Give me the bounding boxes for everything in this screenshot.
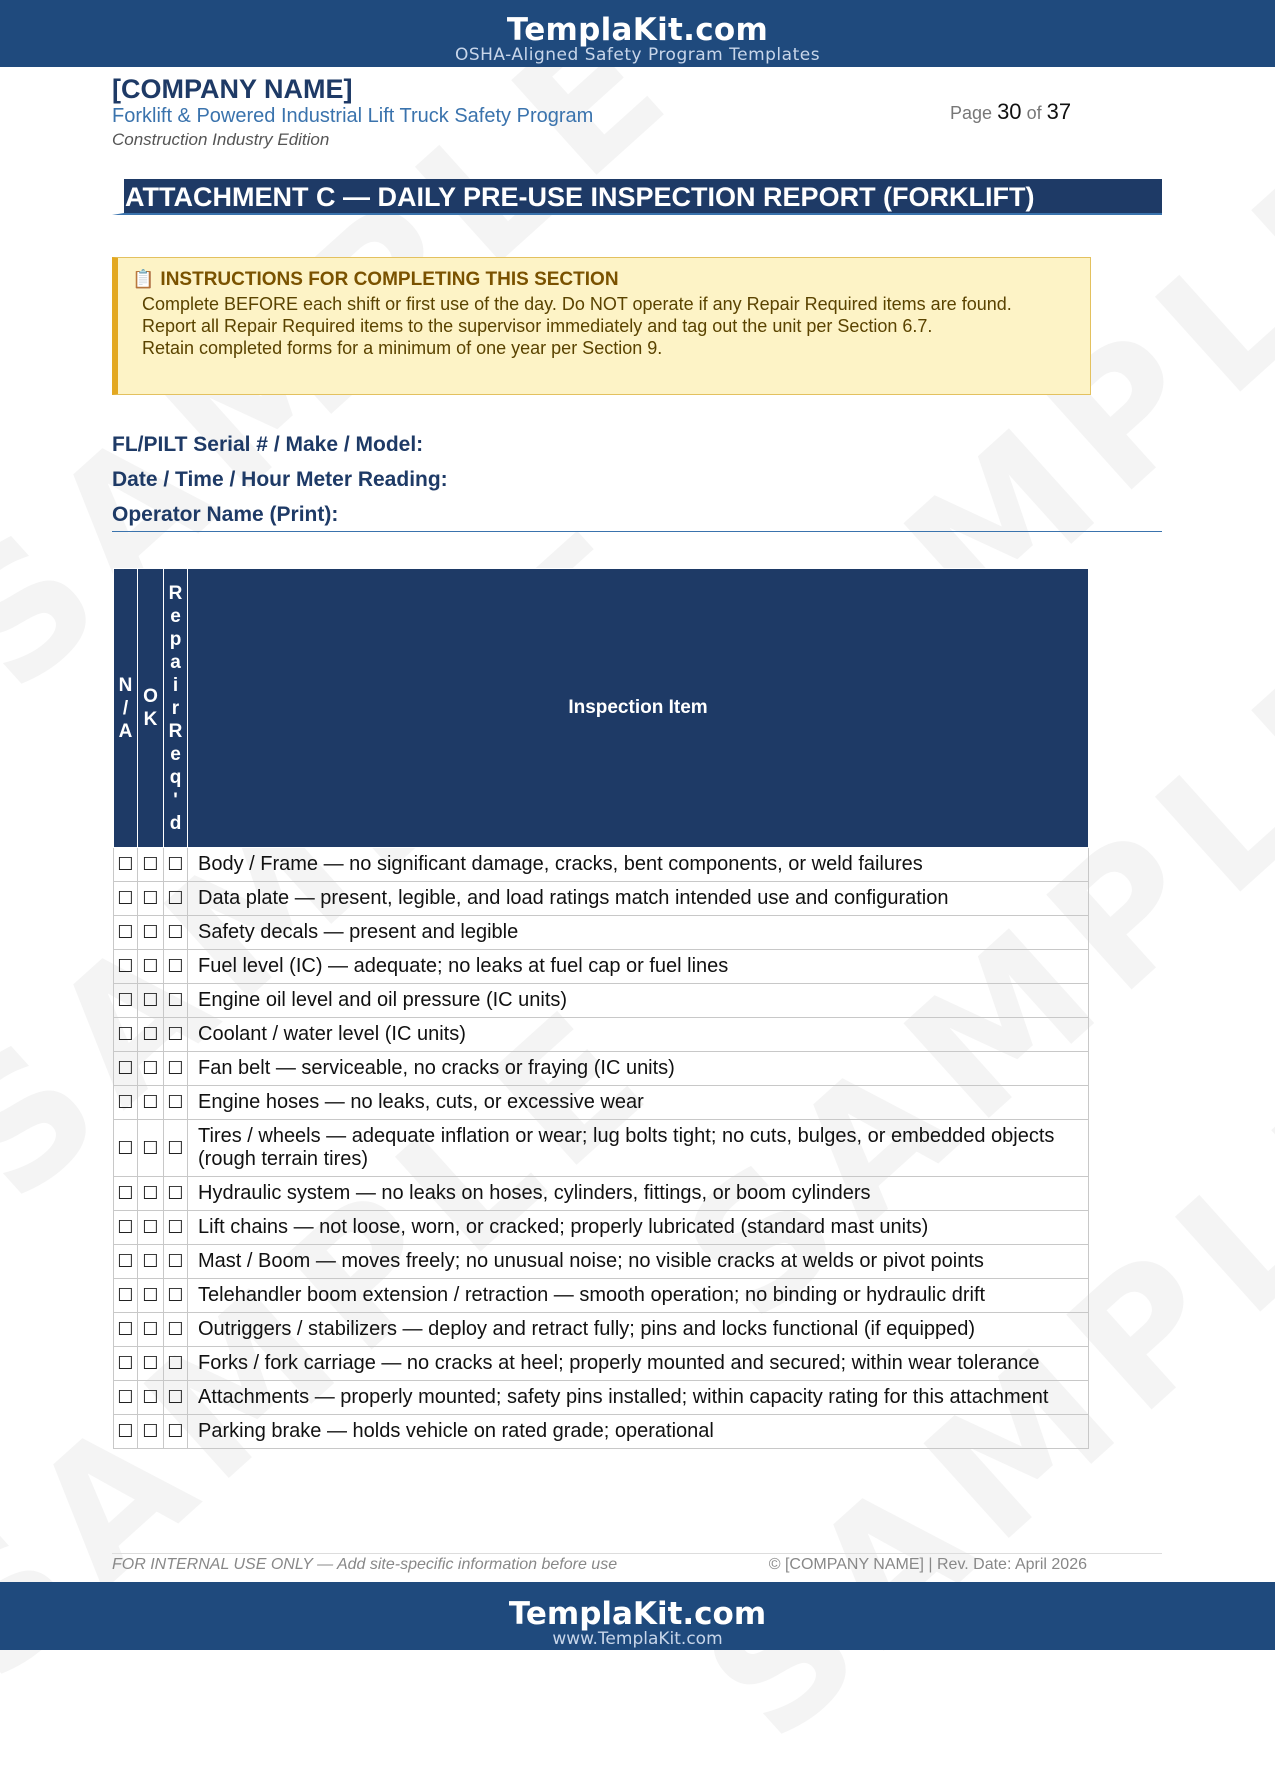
clipboard-icon: 📋 bbox=[132, 269, 155, 289]
na-checkbox[interactable]: ☐ bbox=[114, 1313, 138, 1347]
ok-checkbox[interactable]: ☐ bbox=[138, 984, 164, 1018]
header-char: R bbox=[168, 720, 183, 742]
inspection-item: Safety decals — present and legible bbox=[188, 916, 1089, 950]
ok-checkbox[interactable]: ☐ bbox=[138, 848, 164, 882]
instructions-heading-text: INSTRUCTIONS FOR COMPLETING THIS SECTION bbox=[160, 269, 619, 290]
bottom-banner bbox=[0, 1582, 1275, 1650]
inspection-item: Engine hoses — no leaks, cuts, or excessive wear bbox=[188, 1086, 1089, 1120]
inspection-item: Data plate — present, legible, and load ratings match intended use and configuration bbox=[188, 882, 1089, 916]
table-row bbox=[114, 1052, 1089, 1086]
na-checkbox[interactable]: ☐ bbox=[114, 1018, 138, 1052]
ok-checkbox[interactable]: ☐ bbox=[138, 1177, 164, 1211]
ok-checkbox[interactable]: ☐ bbox=[138, 882, 164, 916]
instructions-box bbox=[112, 257, 1091, 395]
inspection-item: Mast / Boom — moves freely; no unusual noise; no visible cracks at welds or pivot points bbox=[188, 1245, 1089, 1279]
table-row bbox=[114, 984, 1089, 1018]
instructions-heading bbox=[132, 269, 1076, 291]
page-total: 37 bbox=[1046, 99, 1072, 124]
inspection-item: Telehandler boom extension / retraction — smooth operation; no binding or hydraulic drift bbox=[188, 1279, 1089, 1313]
header-char: a bbox=[170, 651, 181, 673]
table-row bbox=[114, 1381, 1089, 1415]
table-row bbox=[114, 1313, 1089, 1347]
instruction-line: Report all Repair Required items to the supervisor immediately and tag out the unit per Section 6.7. bbox=[142, 316, 933, 336]
ok-checkbox[interactable]: ☐ bbox=[138, 950, 164, 984]
na-checkbox[interactable]: ☐ bbox=[114, 1177, 138, 1211]
ok-checkbox[interactable]: ☐ bbox=[138, 1211, 164, 1245]
header-char: R bbox=[168, 582, 183, 604]
company-name: [COMPANY NAME] bbox=[112, 74, 353, 104]
date-field-label[interactable]: Date / Time / Hour Meter Reading: bbox=[112, 468, 448, 491]
repair-checkbox[interactable]: ☐ bbox=[164, 882, 188, 916]
inspection-item: Parking brake — holds vehicle on rated grade; operational bbox=[188, 1415, 1089, 1449]
brand-title: TemplaKit.com bbox=[506, 12, 769, 48]
table-row bbox=[114, 1279, 1089, 1313]
inspection-checklist bbox=[113, 568, 1089, 1449]
instruction-line: Complete BEFORE each shift or first use of the day. Do NOT operate if any Repair Required items are found. bbox=[142, 294, 1012, 314]
inspection-item: Body / Frame — no significant damage, cracks, bent components, or weld failures bbox=[188, 848, 1089, 882]
field-divider bbox=[112, 531, 1162, 532]
inspection-item: Attachments — properly mounted; safety pins installed; within capacity rating for this attachment bbox=[188, 1381, 1089, 1415]
page-of: of bbox=[1026, 103, 1042, 123]
na-checkbox[interactable]: ☐ bbox=[114, 916, 138, 950]
inspection-item: Coolant / water level (IC units) bbox=[188, 1018, 1089, 1052]
inspection-item: Fan belt — serviceable, no cracks or fraying (IC units) bbox=[188, 1052, 1089, 1086]
top-banner bbox=[0, 0, 1275, 67]
table-row bbox=[114, 882, 1089, 916]
table-row bbox=[114, 1120, 1089, 1177]
table-row bbox=[114, 848, 1089, 882]
ok-checkbox[interactable]: ☐ bbox=[138, 1415, 164, 1449]
ok-checkbox[interactable]: ☐ bbox=[138, 1313, 164, 1347]
instruction-line: Retain completed forms for a minimum of one year per Section 9. bbox=[142, 338, 663, 358]
table-row bbox=[114, 1347, 1089, 1381]
table-row bbox=[114, 1211, 1089, 1245]
repair-checkbox[interactable]: ☐ bbox=[164, 1086, 188, 1120]
ok-checkbox[interactable]: ☐ bbox=[138, 916, 164, 950]
footer-brand: TemplaKit.com bbox=[508, 1596, 767, 1632]
inspection-item: Lift chains — not loose, worn, or cracked; properly lubricated (standard mast units) bbox=[188, 1211, 1089, 1245]
header-char: r bbox=[171, 697, 180, 719]
header-char: q bbox=[169, 766, 182, 788]
ok-checkbox[interactable]: ☐ bbox=[138, 1018, 164, 1052]
repair-checkbox[interactable]: ☐ bbox=[164, 1052, 188, 1086]
table-row bbox=[114, 950, 1089, 984]
repair-checkbox[interactable]: ☐ bbox=[164, 1381, 188, 1415]
header-char: i bbox=[172, 674, 179, 696]
na-checkbox[interactable]: ☐ bbox=[114, 848, 138, 882]
footer-divider bbox=[112, 1553, 1162, 1554]
header-char: O bbox=[143, 686, 158, 707]
edition-label: Construction Industry Edition bbox=[112, 130, 330, 149]
footer-url[interactable]: www.TemplaKit.com bbox=[552, 1629, 723, 1649]
na-checkbox[interactable]: ☐ bbox=[114, 984, 138, 1018]
header-char: / bbox=[122, 697, 129, 719]
table-row bbox=[114, 1415, 1089, 1449]
brand-tagline: OSHA-Aligned Safety Program Templates bbox=[454, 45, 821, 65]
na-checkbox[interactable]: ☐ bbox=[114, 1052, 138, 1086]
repair-checkbox[interactable]: ☐ bbox=[164, 1211, 188, 1245]
inspection-item: Forks / fork carriage — no cracks at heel; properly mounted and secured; within wear tolerance bbox=[188, 1347, 1089, 1381]
inspection-item: Tires / wheels — adequate inflation or wear; lug bolts tight; no cuts, bulges, or embedded objects (rough terrain tires) bbox=[188, 1120, 1089, 1177]
na-checkbox[interactable]: ☐ bbox=[114, 1211, 138, 1245]
na-checkbox[interactable]: ☐ bbox=[114, 882, 138, 916]
operator-field-label[interactable]: Operator Name (Print): bbox=[112, 503, 339, 526]
na-checkbox[interactable]: ☐ bbox=[114, 1381, 138, 1415]
header-char: K bbox=[143, 709, 158, 730]
header-char: e bbox=[170, 605, 181, 627]
ok-checkbox[interactable]: ☐ bbox=[138, 1347, 164, 1381]
table-row bbox=[114, 916, 1089, 950]
repair-checkbox[interactable]: ☐ bbox=[164, 1279, 188, 1313]
inspection-item: Outriggers / stabilizers — deploy and retract fully; pins and locks functional (if equipped) bbox=[188, 1313, 1089, 1347]
ok-checkbox[interactable]: ☐ bbox=[138, 1052, 164, 1086]
header-char: e bbox=[170, 743, 181, 765]
na-checkbox[interactable]: ☐ bbox=[114, 1347, 138, 1381]
page-current: 30 bbox=[997, 99, 1022, 124]
repair-checkbox[interactable]: ☐ bbox=[164, 916, 188, 950]
ok-checkbox[interactable]: ☐ bbox=[138, 1120, 164, 1177]
table-row bbox=[114, 1086, 1089, 1120]
ok-checkbox[interactable]: ☐ bbox=[138, 1381, 164, 1415]
header-char: A bbox=[118, 720, 133, 742]
page-number bbox=[950, 99, 1071, 125]
col-item-header: Inspection Item bbox=[188, 569, 1089, 848]
repair-checkbox[interactable]: ☐ bbox=[164, 848, 188, 882]
header-char: N bbox=[118, 674, 133, 696]
col-ok-header bbox=[138, 569, 164, 848]
ok-checkbox[interactable]: ☐ bbox=[138, 1279, 164, 1313]
ok-checkbox[interactable]: ☐ bbox=[138, 1086, 164, 1120]
repair-checkbox[interactable]: ☐ bbox=[164, 1347, 188, 1381]
repair-checkbox[interactable]: ☐ bbox=[164, 1415, 188, 1449]
col-repair-header bbox=[164, 569, 188, 848]
repair-checkbox[interactable]: ☐ bbox=[164, 1018, 188, 1052]
inspection-item: Hydraulic system — no leaks on hoses, cylinders, fittings, or boom cylinders bbox=[188, 1177, 1089, 1211]
repair-checkbox[interactable]: ☐ bbox=[164, 950, 188, 984]
ok-checkbox[interactable]: ☐ bbox=[138, 1245, 164, 1279]
footer-note: FOR INTERNAL USE ONLY — Add site-specific information before use bbox=[112, 1556, 618, 1573]
na-checkbox[interactable]: ☐ bbox=[114, 1415, 138, 1449]
serial-field-label[interactable]: FL/PILT Serial # / Make / Model: bbox=[112, 433, 424, 456]
repair-checkbox[interactable]: ☐ bbox=[164, 1313, 188, 1347]
na-checkbox[interactable]: ☐ bbox=[114, 1086, 138, 1120]
na-checkbox[interactable]: ☐ bbox=[114, 1279, 138, 1313]
repair-checkbox[interactable]: ☐ bbox=[164, 1245, 188, 1279]
footer-revision: © [COMPANY NAME] | Rev. Date: April 2026 bbox=[768, 1556, 1087, 1573]
repair-checkbox[interactable]: ☐ bbox=[164, 1120, 188, 1177]
page-label: Page bbox=[950, 103, 993, 123]
repair-checkbox[interactable]: ☐ bbox=[164, 1177, 188, 1211]
inspection-item: Engine oil level and oil pressure (IC units) bbox=[188, 984, 1089, 1018]
table-row bbox=[114, 1018, 1089, 1052]
program-title: Forklift & Powered Industrial Lift Truck Safety Program bbox=[112, 105, 594, 127]
header-char: d bbox=[169, 812, 182, 834]
header-char: p bbox=[169, 628, 182, 650]
na-checkbox[interactable]: ☐ bbox=[114, 1120, 138, 1177]
attachment-title: ATTACHMENT C — DAILY PRE-USE INSPECTION REPORT (FORKLIFT) bbox=[112, 179, 1162, 215]
repair-checkbox[interactable]: ☐ bbox=[164, 984, 188, 1018]
table-row bbox=[114, 1177, 1089, 1211]
header-char: ' bbox=[173, 789, 178, 811]
na-checkbox[interactable]: ☐ bbox=[114, 1245, 138, 1279]
col-na-header bbox=[114, 569, 138, 848]
inspection-item: Fuel level (IC) — adequate; no leaks at fuel cap or fuel lines bbox=[188, 950, 1089, 984]
table-row bbox=[114, 1245, 1089, 1279]
na-checkbox[interactable]: ☐ bbox=[114, 950, 138, 984]
